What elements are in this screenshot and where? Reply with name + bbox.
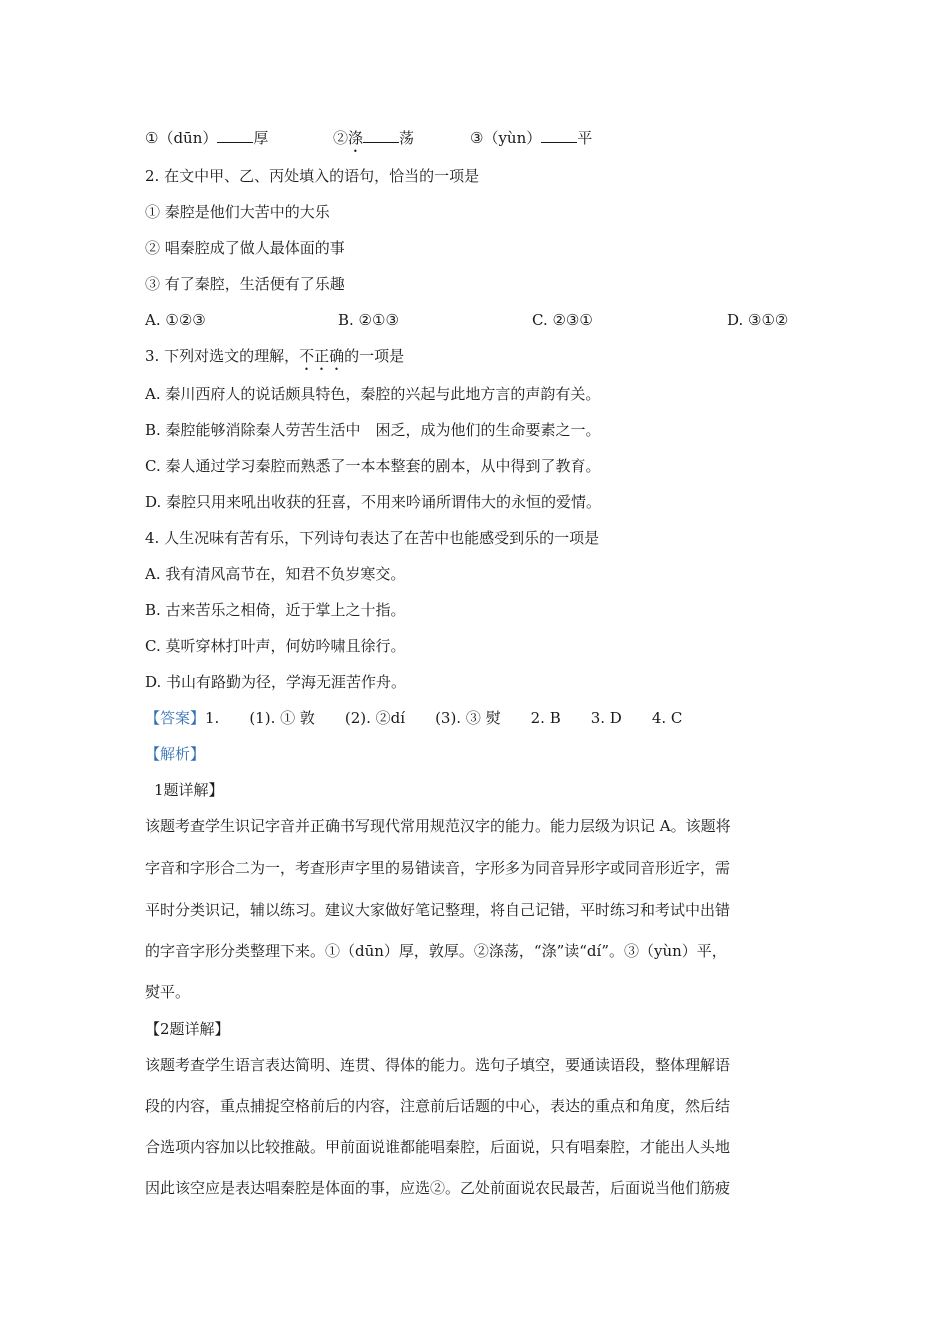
q2-sentence-2: ② 唱秦腔成了做人最体面的事 — [145, 239, 345, 257]
q2-option-a[interactable]: A. ①②③ — [145, 311, 206, 329]
analysis-line: 的字音字形分类整理下来。①（dūn）厚，敦厚。②涤荡，“涤”读“dí”。③（yùn）平， — [145, 942, 727, 960]
q4-option-a[interactable]: A. 我有清风高节在，知君不负岁寒交。 — [145, 565, 406, 583]
q3-option-d[interactable]: D. 秦腔只用来吼出收获的狂喜，不用来吟诵所谓伟大的永恒的爱情。 — [145, 493, 602, 511]
q3-stem: 3. 下列对选文的理解，不正确的一项是 — [145, 347, 405, 365]
analysis-line: 合选项内容加以比较推敲。甲前面说谁都能唱秦腔，后面说，只有唱秦腔，才能出人头地 — [145, 1138, 731, 1156]
answer-text: 1. (1). ① 敦 (2). ②dí (3). ③ 熨 2. B 3. D 4. C — [205, 709, 683, 727]
q4-stem: 4. 人生况味有苦有乐，下列诗句表达了在苦中也能感受到乐的一项是 — [145, 529, 600, 547]
q2-sentence-3: ③ 有了秦腔，生活便有了乐趣 — [145, 275, 345, 293]
analysis-label: 【解析】 — [145, 745, 206, 763]
blank-1[interactable] — [217, 128, 253, 143]
q3-option-a[interactable]: A. 秦川西府人的说话颇具特色，秦腔的兴起与此地方言的声韵有关。 — [145, 385, 601, 403]
q2-stem: 2. 在文中甲、乙、丙处填入的语句，恰当的一项是 — [145, 167, 480, 185]
q3-option-c[interactable]: C. 秦人通过学习秦腔而熟悉了一本本整套的剧本，从中得到了教育。 — [145, 457, 601, 475]
q1-item-3: ③（yùn） 平 — [470, 129, 593, 147]
blank-3[interactable] — [541, 128, 577, 143]
q4-option-b[interactable]: B. 古来苦乐之相倚，近于掌上之十指。 — [145, 601, 406, 619]
answer-line — [145, 708, 682, 728]
q2-sentence-1: ① 秦腔是他们大苦中的大乐 — [145, 203, 330, 221]
q4-option-d[interactable]: D. 书山有路勤为径，学海无涯苦作舟。 — [145, 673, 407, 691]
analysis-heading-1: 1题详解】 — [154, 781, 224, 799]
analysis-line: 熨平。 — [145, 983, 191, 1001]
q3-option-b[interactable]: B. 秦腔能够消除秦人劳苦生活中 困乏，成为他们的生命要素之一。 — [145, 421, 601, 439]
analysis-heading-2: 【2题详解】 — [145, 1020, 230, 1038]
answer-label: 【答案】 — [145, 709, 206, 727]
analysis-line: 因此该空应是表达唱秦腔是体面的事，应选②。乙处前面说农民最苦，后面说当他们筋疲 — [145, 1179, 731, 1197]
q2-option-d[interactable]: D. ③①② — [727, 311, 789, 329]
analysis-line: 字音和字形合二为一，考查形声字里的易错读音，字形多为同音异形字或同音形近字，需 — [145, 859, 731, 877]
blank-2[interactable] — [363, 128, 399, 143]
analysis-line: 平时分类识记，辅以练习。建议大家做好笔记整理，将自己记错，平时练习和考试中出错 — [145, 901, 731, 919]
analysis-line: 该题考查学生语言表达简明、连贯、得体的能力。选句子填空，要通读语段，整体理解语 — [145, 1056, 731, 1074]
q2-option-b[interactable]: B. ②①③ — [338, 311, 399, 329]
analysis-line: 该题考查学生识记字音并正确书写现代常用规范汉字的能力。能力层级为识记 A。该题将 — [145, 817, 731, 835]
q1-item-1: ①（dūn） 厚 — [145, 129, 269, 147]
q2-option-c[interactable]: C. ②③① — [532, 311, 593, 329]
q4-option-c[interactable]: C. 莫听穿林打叶声，何妨吟啸且徐行。 — [145, 637, 406, 655]
analysis-line: 段的内容，重点捕捉空格前后的内容，注意前后话题的中心，表达的重点和角度，然后结 — [145, 1097, 731, 1115]
q1-item-2: ②涤 荡 — [333, 129, 415, 147]
